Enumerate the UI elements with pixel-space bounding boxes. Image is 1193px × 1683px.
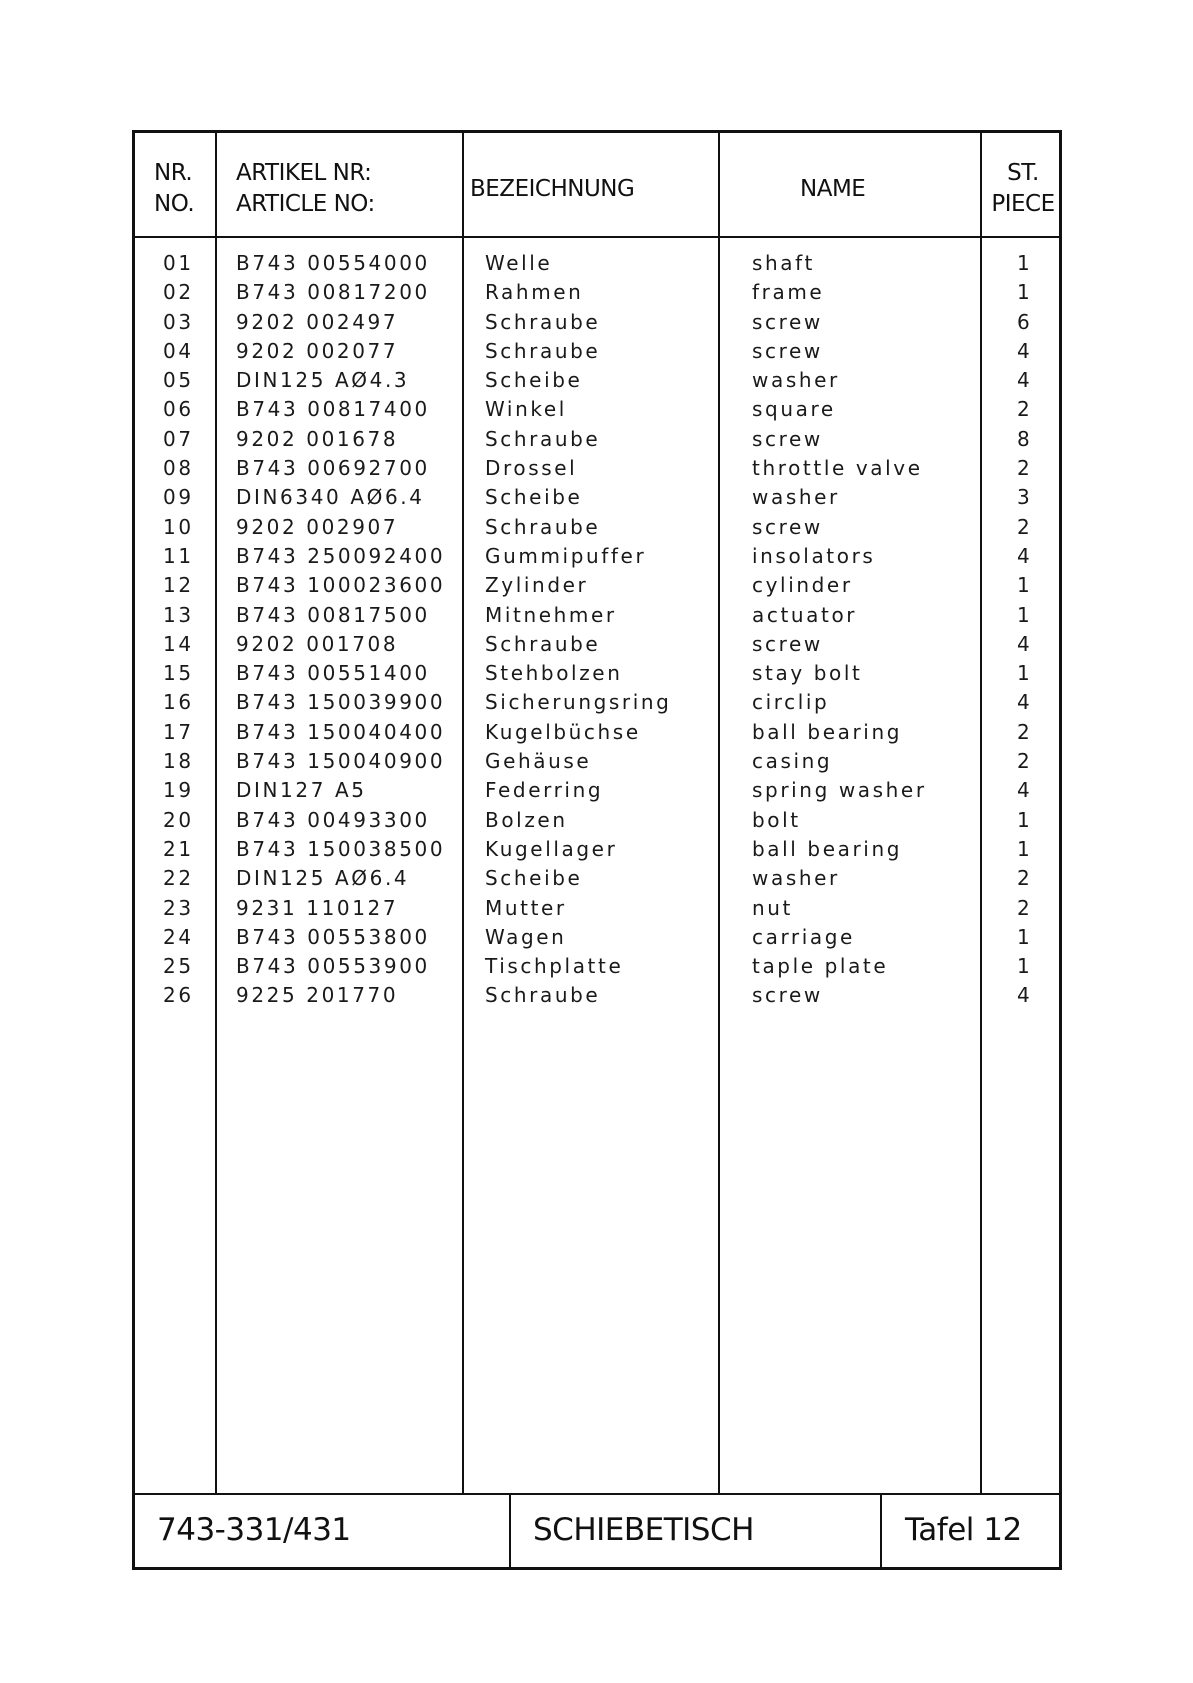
cell-bezeichnung: Wagen xyxy=(485,924,567,949)
cell-name: shaft xyxy=(752,251,815,275)
parts-list-sheet xyxy=(132,130,1062,1570)
drawing-number: 743-331/431 xyxy=(157,1512,351,1548)
title-block xyxy=(135,1493,1059,1567)
cell-nr: 11 xyxy=(163,543,194,568)
cell-nr: 21 xyxy=(163,836,194,861)
cell-bezeichnung: Mitnehmer xyxy=(485,602,617,627)
table-row xyxy=(135,659,1059,688)
cell-quantity: 1 xyxy=(1017,280,1030,305)
cell-article: B743 150040400 xyxy=(236,719,446,744)
cell-article: B743 00817500 xyxy=(236,602,430,627)
cell-name: taple plate xyxy=(752,954,889,979)
cell-nr: 02 xyxy=(163,280,194,305)
cell-nr: 03 xyxy=(163,309,194,334)
cell-bezeichnung: Schraube xyxy=(485,514,601,539)
table-row xyxy=(135,981,1059,1010)
header-divider xyxy=(135,236,1059,238)
cell-quantity: 1 xyxy=(1017,661,1030,686)
table-row xyxy=(135,395,1059,424)
cell-nr: 24 xyxy=(163,924,194,949)
cell-bezeichnung: Bolzen xyxy=(485,807,568,832)
table-row xyxy=(135,337,1059,366)
cell-bezeichnung: Mutter xyxy=(485,895,567,920)
cell-article: B743 150038500 xyxy=(236,836,446,861)
cell-bezeichnung: Schraube xyxy=(485,309,601,334)
cell-article: DIN125 AØ6.4 xyxy=(236,866,410,891)
cell-nr: 23 xyxy=(163,895,194,920)
cell-quantity: 4 xyxy=(1017,778,1030,803)
cell-name: casing xyxy=(752,749,833,774)
cell-bezeichnung: Schraube xyxy=(485,426,601,451)
cell-nr: 07 xyxy=(163,426,194,451)
cell-article: 9231 110127 xyxy=(236,895,399,920)
cell-nr: 08 xyxy=(163,456,194,481)
table-row xyxy=(135,571,1059,600)
cell-quantity: 2 xyxy=(1017,514,1030,539)
table-row xyxy=(135,249,1059,278)
cell-quantity: 4 xyxy=(1017,631,1030,656)
cell-article: 9202 002907 xyxy=(236,514,399,539)
cell-name: ball bearing xyxy=(752,719,903,744)
table-row xyxy=(135,952,1059,981)
parts-table-body xyxy=(135,249,1059,1011)
cell-nr: 17 xyxy=(163,719,194,744)
cell-quantity: 3 xyxy=(1017,485,1030,510)
cell-article: B743 00553900 xyxy=(236,954,430,979)
cell-quantity: 6 xyxy=(1017,309,1030,334)
cell-nr: 09 xyxy=(163,485,194,510)
table-row xyxy=(135,630,1059,659)
cell-nr: 10 xyxy=(163,514,194,539)
cell-name: spring washer xyxy=(752,778,927,803)
cell-name: nut xyxy=(752,895,793,920)
table-row xyxy=(135,923,1059,952)
header-nr: NR. NO. xyxy=(154,160,195,217)
cell-quantity: 4 xyxy=(1017,543,1030,568)
table-row xyxy=(135,308,1059,337)
table-row xyxy=(135,776,1059,805)
cell-name: washer xyxy=(752,485,840,510)
cell-article: B743 00554000 xyxy=(236,251,430,275)
cell-quantity: 2 xyxy=(1017,456,1030,481)
cell-quantity: 2 xyxy=(1017,719,1030,744)
table-row xyxy=(135,864,1059,893)
cell-nr: 25 xyxy=(163,954,194,979)
cell-bezeichnung: Zylinder xyxy=(485,573,589,598)
cell-name: screw xyxy=(752,338,823,363)
header-bezeichnung: BEZEICHNUNG xyxy=(470,176,635,202)
cell-nr: 14 xyxy=(163,631,194,656)
cell-article: B743 100023600 xyxy=(236,573,446,598)
cell-name: actuator xyxy=(752,602,858,627)
cell-quantity: 2 xyxy=(1017,895,1030,920)
plate-number: Tafel 12 xyxy=(905,1512,1022,1548)
cell-bezeichnung: Scheibe xyxy=(485,866,583,891)
cell-nr: 26 xyxy=(163,983,194,1008)
cell-quantity: 2 xyxy=(1017,866,1030,891)
cell-quantity: 1 xyxy=(1017,251,1030,275)
cell-name: washer xyxy=(752,368,840,393)
cell-nr: 13 xyxy=(163,602,194,627)
cell-name: screw xyxy=(752,309,823,334)
header-piece: ST. PIECE xyxy=(991,160,1055,217)
cell-quantity: 2 xyxy=(1017,397,1030,422)
cell-bezeichnung: Drossel xyxy=(485,456,578,481)
cell-bezeichnung: Schraube xyxy=(485,338,601,363)
table-row xyxy=(135,454,1059,483)
cell-article: B743 00551400 xyxy=(236,661,430,686)
cell-name: circlip xyxy=(752,690,830,715)
cell-nr: 19 xyxy=(163,778,194,803)
table-row xyxy=(135,366,1059,395)
footer-column-divider xyxy=(509,1493,511,1567)
cell-quantity: 4 xyxy=(1017,368,1030,393)
cell-article: B743 00493300 xyxy=(236,807,430,832)
cell-article: B743 00553800 xyxy=(236,924,430,949)
cell-nr: 04 xyxy=(163,338,194,363)
cell-nr: 18 xyxy=(163,749,194,774)
table-row xyxy=(135,718,1059,747)
cell-name: frame xyxy=(752,280,825,305)
cell-name: bolt xyxy=(752,807,801,832)
cell-name: cylinder xyxy=(752,573,853,598)
cell-quantity: 1 xyxy=(1017,602,1030,627)
cell-quantity: 4 xyxy=(1017,983,1030,1008)
table-row xyxy=(135,542,1059,571)
cell-nr: 05 xyxy=(163,368,194,393)
header-name: NAME xyxy=(800,176,866,202)
table-row xyxy=(135,425,1059,454)
cell-bezeichnung: Scheibe xyxy=(485,485,583,510)
cell-bezeichnung: Schraube xyxy=(485,631,601,656)
cell-quantity: 8 xyxy=(1017,426,1030,451)
cell-article: B743 150039900 xyxy=(236,690,446,715)
cell-name: carriage xyxy=(752,924,855,949)
table-row xyxy=(135,688,1059,717)
cell-name: screw xyxy=(752,631,823,656)
cell-name: throttle valve xyxy=(752,456,923,481)
cell-quantity: 1 xyxy=(1017,836,1030,861)
cell-name: screw xyxy=(752,426,823,451)
table-row xyxy=(135,806,1059,835)
cell-quantity: 1 xyxy=(1017,573,1030,598)
table-row xyxy=(135,894,1059,923)
cell-article: 9202 002497 xyxy=(236,309,399,334)
cell-name: screw xyxy=(752,983,823,1008)
cell-name: washer xyxy=(752,866,840,891)
table-row xyxy=(135,747,1059,776)
cell-quantity: 1 xyxy=(1017,807,1030,832)
cell-quantity: 1 xyxy=(1017,954,1030,979)
cell-nr: 12 xyxy=(163,573,194,598)
cell-quantity: 1 xyxy=(1017,924,1030,949)
cell-bezeichnung: Sicherungsring xyxy=(485,690,672,715)
cell-article: DIN125 AØ4.3 xyxy=(236,368,410,393)
cell-bezeichnung: Schraube xyxy=(485,983,601,1008)
cell-nr: 16 xyxy=(163,690,194,715)
cell-bezeichnung: Winkel xyxy=(485,397,567,422)
cell-nr: 06 xyxy=(163,397,194,422)
cell-bezeichnung: Scheibe xyxy=(485,368,583,393)
cell-bezeichnung: Gehäuse xyxy=(485,749,592,774)
cell-article: B743 250092400 xyxy=(236,543,446,568)
cell-name: square xyxy=(752,397,836,422)
header-article: ARTIKEL NR: ARTICLE NO: xyxy=(236,160,375,217)
cell-bezeichnung: Federring xyxy=(485,778,604,803)
cell-bezeichnung: Gummipuffer xyxy=(485,543,647,568)
cell-name: ball bearing xyxy=(752,836,903,861)
cell-quantity: 4 xyxy=(1017,338,1030,363)
cell-quantity: 2 xyxy=(1017,749,1030,774)
cell-name: insolators xyxy=(752,543,876,568)
cell-article: 9202 001678 xyxy=(236,426,399,451)
cell-nr: 01 xyxy=(163,251,194,275)
cell-article: B743 00817400 xyxy=(236,397,430,422)
cell-name: screw xyxy=(752,514,823,539)
cell-bezeichnung: Welle xyxy=(485,251,553,275)
cell-article: 9202 002077 xyxy=(236,338,399,363)
cell-bezeichnung: Rahmen xyxy=(485,280,584,305)
cell-article: B743 00817200 xyxy=(236,280,430,305)
table-row xyxy=(135,513,1059,542)
cell-nr: 15 xyxy=(163,661,194,686)
cell-name: stay bolt xyxy=(752,661,863,686)
cell-nr: 22 xyxy=(163,866,194,891)
cell-quantity: 4 xyxy=(1017,690,1030,715)
footer-column-divider xyxy=(880,1493,882,1567)
cell-article: DIN127 A5 xyxy=(236,778,367,803)
cell-article: B743 150040900 xyxy=(236,749,446,774)
cell-bezeichnung: Kugellager xyxy=(485,836,618,861)
cell-bezeichnung: Stehbolzen xyxy=(485,661,623,686)
cell-bezeichnung: Kugelbüchse xyxy=(485,719,641,744)
drawing-title: SCHIEBETISCH xyxy=(533,1512,754,1548)
table-row xyxy=(135,278,1059,307)
table-row xyxy=(135,483,1059,512)
table-row xyxy=(135,601,1059,630)
cell-nr: 20 xyxy=(163,807,194,832)
cell-article: 9202 001708 xyxy=(236,631,399,656)
table-row xyxy=(135,835,1059,864)
cell-article: DIN6340 AØ6.4 xyxy=(236,485,425,510)
cell-bezeichnung: Tischplatte xyxy=(485,954,624,979)
cell-article: 9225 201770 xyxy=(236,983,399,1008)
cell-article: B743 00692700 xyxy=(236,456,430,481)
